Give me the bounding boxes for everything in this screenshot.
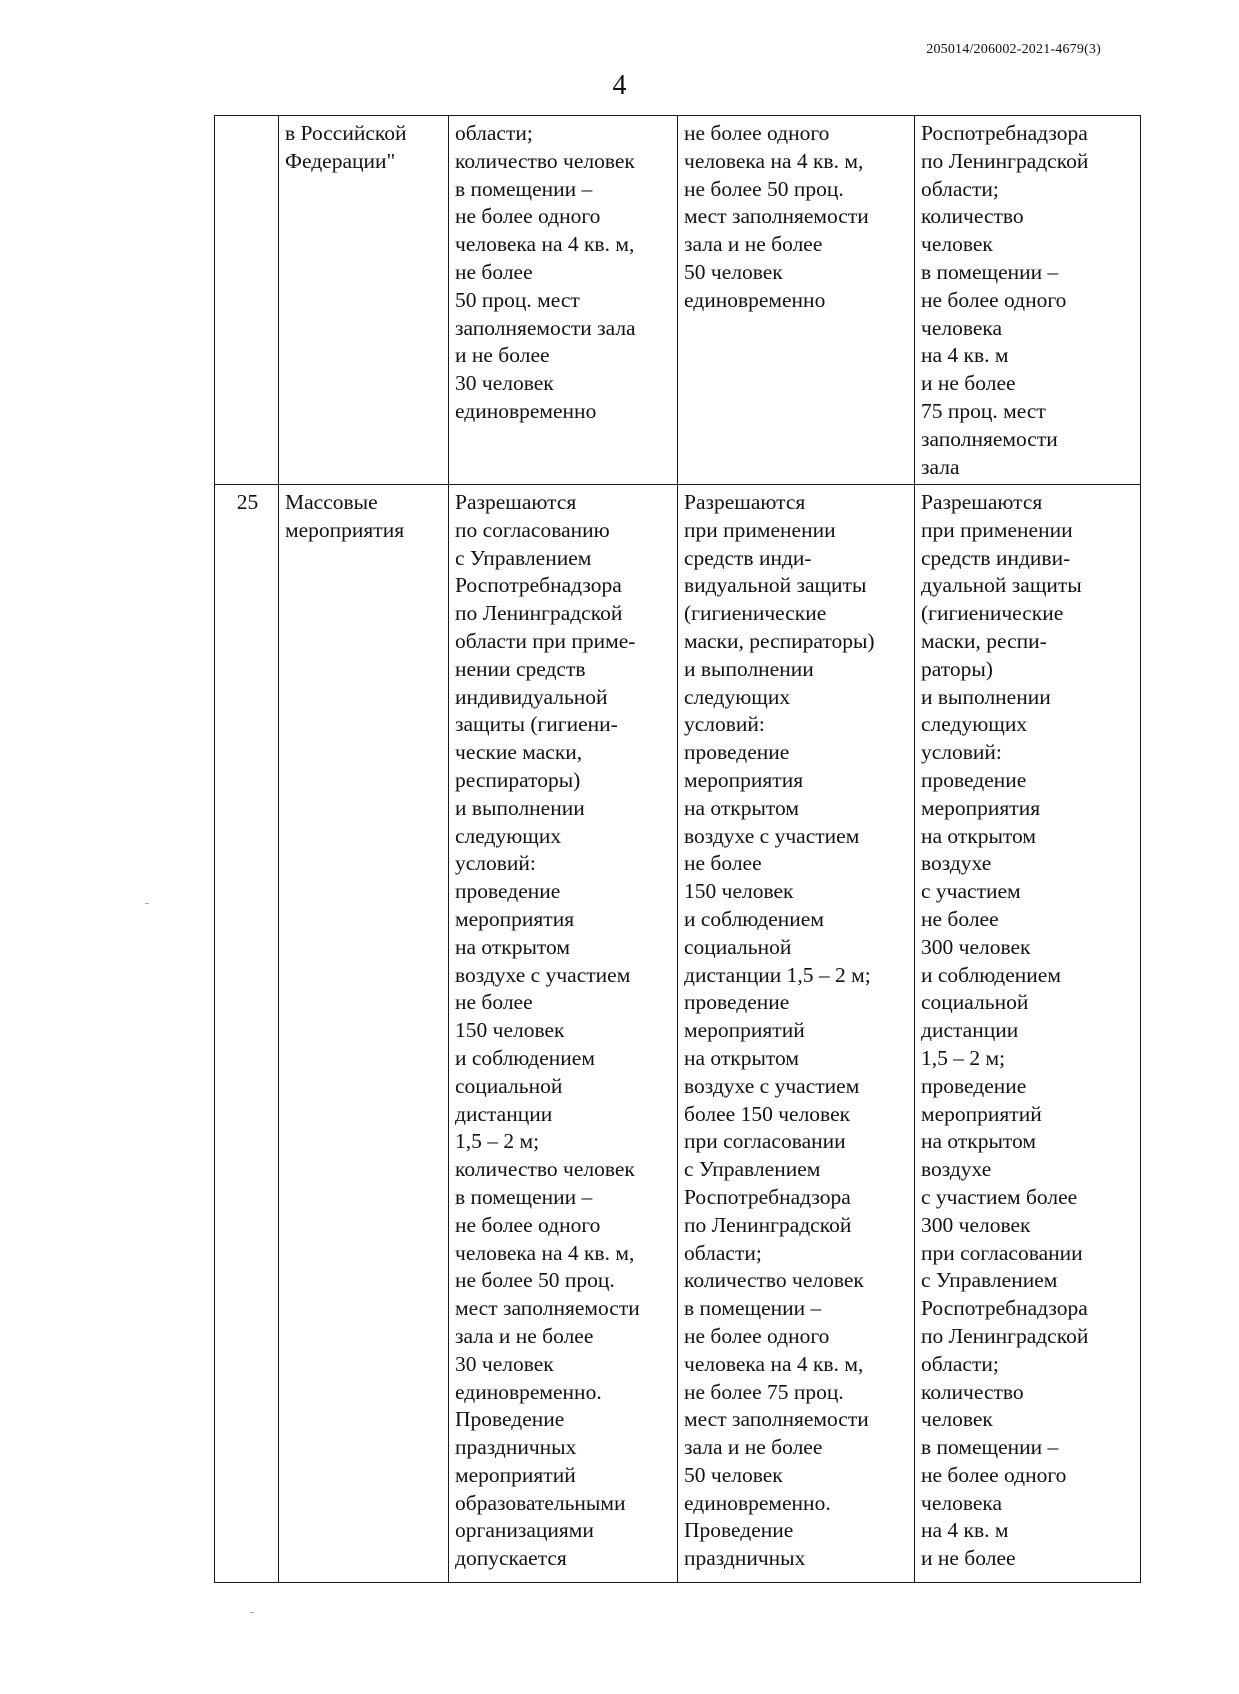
scan-speck	[250, 1612, 254, 1613]
row-number-cell: 25	[215, 485, 279, 1583]
activity-name-cell: в Российской Федерации"	[279, 116, 449, 485]
table-row	[215, 116, 1141, 485]
regime-c-cell: Разрешаются при применении средств индиви- дуальной защиты (гигиенические маски, респи- раторы) и выполнении следующих условий: проведение мероприятия на открытом воздухе с участием не более 300 человек и соблюдением социальной дистанции 1,5 – 2 м; проведение мероприятий на открытом воздухе с участием более 300 человек при согласовании с Управлением Роспотребнадзора по Ленинградской области; количество человек в помещении – не более одного человека на 4 кв. м и не более	[915, 485, 1141, 1583]
regime-b-cell: не более одного человека на 4 кв. м, не более 50 проц. мест заполняемости зала и не более 50 человек единовременно	[678, 116, 915, 485]
row-number-cell	[215, 116, 279, 485]
page-number: 4	[612, 70, 627, 101]
regime-a-cell: области; количество человек в помещении – не более одного человека на 4 кв. м, не более 50 проц. мест заполняемости зала и не более 30 человек единовременно	[449, 116, 678, 485]
regime-a-cell: Разрешаются по согласованию с Управлением Роспотребнадзора по Ленинградской области при приме- нении средств индивидуальной защиты (гигиени- ческие маски, респираторы) и выполнении следующих условий: проведение мероприятия на открытом воздухе с участием не более 150 человек и соблюдением социальной дистанции 1,5 – 2 м; количество человек в помещении – не более одного человека на 4 кв. м, не более 50 проц. мест заполняемости зала и не более 30 человек единовременно. Проведение праздничных мероприятий образовательными организациями допускается	[449, 485, 678, 1583]
activity-name-cell: Массовые мероприятия	[279, 485, 449, 1583]
regime-b-cell: Разрешаются при применении средств инди- видуальной защиты (гигиенические маски, респираторы) и выполнении следующих условий: проведение мероприятия на открытом воздухе с участием не более 150 человек и соблюдением социальной дистанции 1,5 – 2 м; проведение мероприятий на открытом воздухе с участием более 150 человек при согласовании с Управлением Роспотребнадзора по Ленинградской области; количество человек в помещении – не более одного человека на 4 кв. м, не более 75 проц. мест заполняемости зала и не более 50 человек единовременно. Проведение праздничных	[678, 485, 915, 1583]
regulations-table	[214, 115, 1141, 1583]
table-row	[215, 485, 1141, 1583]
regime-c-cell: Роспотребнадзора по Ленинградской области; количество человек в помещении – не более одного человека на 4 кв. м и не более 75 проц. мест заполняемости зала	[915, 116, 1141, 485]
document-id: 205014/206002-2021-4679(3)	[926, 42, 1101, 57]
scan-speck	[145, 903, 149, 904]
